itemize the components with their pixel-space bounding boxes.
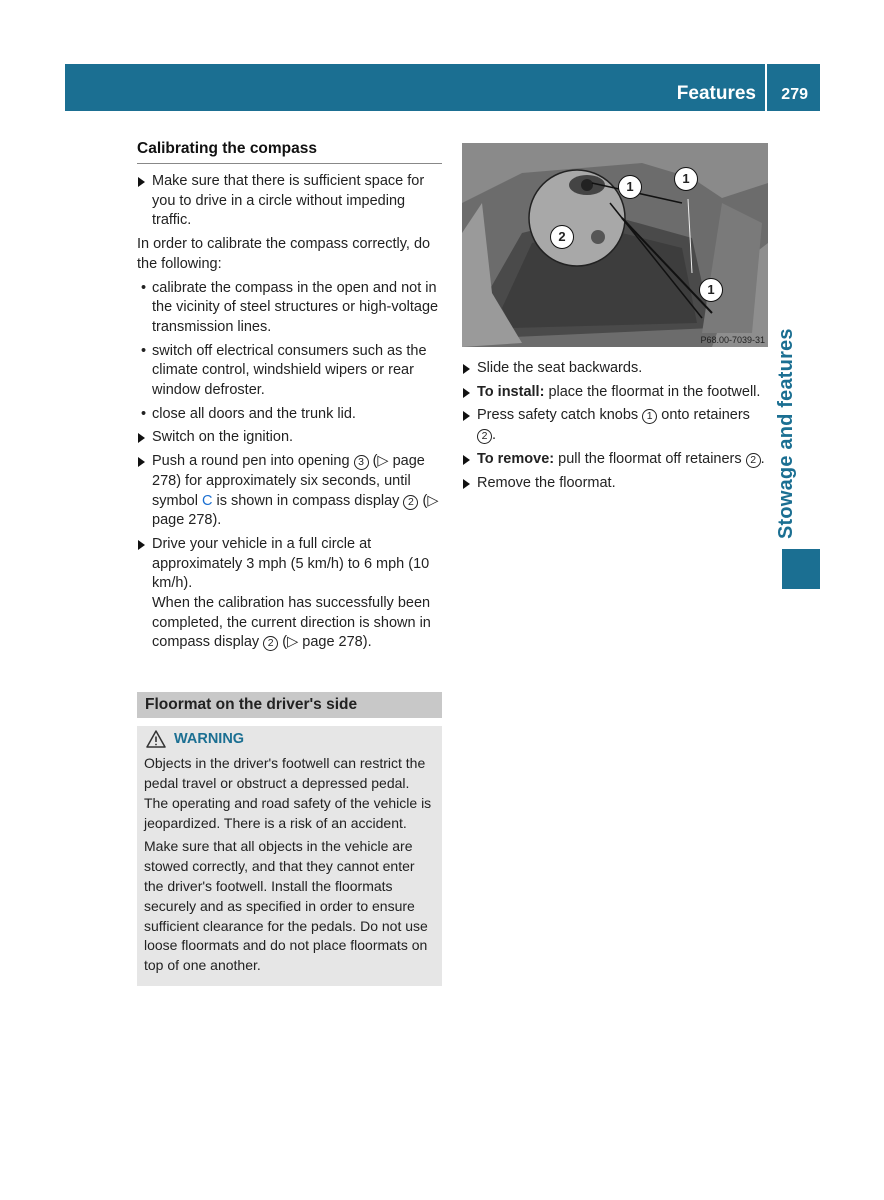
floormat-heading: Floormat on the driver's side: [137, 692, 442, 718]
warning-title: [144, 730, 435, 748]
figure-callout-1c: 1: [699, 278, 723, 302]
marker-2: 2: [746, 453, 761, 468]
step-drive-text-b: When the calibration has successfully been completed, the current direction is shown in compass display: [152, 595, 431, 651]
bullet-open-area: • calibrate the compass in the open and not in the vicinity of steel structures or high-voltage transmission lines.: [137, 279, 442, 338]
step-pen-text-a: Push a round pen into opening: [152, 453, 350, 470]
press-text-a: Press safety catch knobs: [477, 407, 639, 424]
remove-label: To remove:: [477, 450, 555, 467]
bullet-consumers: • switch off electrical consumers such as the climate control, windshield wipers or rear window defroster.: [137, 342, 442, 401]
install-text: place the floormat in the footwell.: [548, 383, 761, 400]
warning-paragraph-1: Objects in the driver's footwell can restrict the pedal travel or obstruct a depressed pedal. The operating and road safety of the vehicle is jeopardized. There is a risk of an accident.: [144, 755, 432, 831]
bullet-doors: • close all doors and the trunk lid.: [137, 405, 442, 425]
figure-code: P68.00-7039-31: [700, 335, 765, 345]
marker-2: 2: [477, 429, 492, 444]
step-pen-text-d: (▷ page 278).: [152, 492, 439, 529]
step-drive-text-a: Drive your vehicle in a full circle at approximately 3 mph (5 km/h) to 6 mph (10 km/h).: [152, 535, 430, 592]
marker-3: 3: [354, 455, 369, 470]
header-bar: [65, 64, 820, 111]
marker-2: 2: [263, 636, 278, 651]
step-pen-text-c: is shown in compass display: [216, 492, 400, 509]
remove-text-a: pull the floormat off retainers: [558, 450, 742, 467]
marker-2: 2: [403, 495, 418, 510]
header-title: Features: [676, 83, 756, 104]
remove-text-b: .: [760, 450, 765, 467]
step-space: Make sure that there is sufficient space for you to drive in a circle without impeding traffic.: [137, 172, 442, 231]
warning-paragraph-2: Make sure that all objects in the vehicle are stowed correctly, and that they cannot enter the driver's footwell. Install the floormats securely and as specified in order to ensure sufficient clearance for the pedals. Do not use loose floormats and do not place floormats on top of one another.: [144, 838, 428, 974]
compass-intro: In order to calibrate the compass correctly, do the following:: [137, 236, 431, 272]
compass-heading: Calibrating the compass: [137, 140, 442, 164]
figure-callout-2: 2: [550, 225, 574, 249]
marker-1: 1: [642, 409, 657, 424]
step-drive-text-c: (▷ page 278).: [282, 634, 372, 651]
step-install: [462, 383, 768, 403]
warning-label: WARNING: [174, 731, 245, 748]
step-drive: [137, 535, 442, 653]
warning-triangle-icon: [146, 730, 166, 748]
figure-callout-1b: 1: [674, 167, 698, 191]
header-divider: [765, 64, 767, 111]
step-remove-floormat: Remove the floormat.: [462, 474, 768, 494]
step-remove: [462, 450, 768, 470]
page-number: 279: [781, 86, 808, 103]
compass-symbol: C: [201, 492, 213, 509]
press-text-b: onto retainers: [661, 407, 750, 424]
step-press-knobs: [462, 406, 768, 445]
step-slide-seat: Slide the seat backwards.: [462, 359, 768, 379]
footwell-illustration: [462, 143, 768, 347]
warning-box: [137, 726, 442, 986]
figure-callout-1a: 1: [618, 175, 642, 199]
left-column: [137, 140, 442, 986]
side-tab-label: Stowage and features: [775, 328, 797, 539]
step-pen: [137, 452, 442, 531]
side-tab-marker: [782, 549, 820, 589]
press-text-c: .: [492, 427, 497, 444]
install-label: To install:: [477, 383, 545, 400]
step-ignition: Switch on the ignition.: [137, 428, 442, 448]
step-pen-text-b: (▷ page 278) for approximately six seconds, until symbol: [152, 453, 425, 509]
right-column: [462, 143, 768, 497]
floormat-figure: [462, 143, 768, 347]
